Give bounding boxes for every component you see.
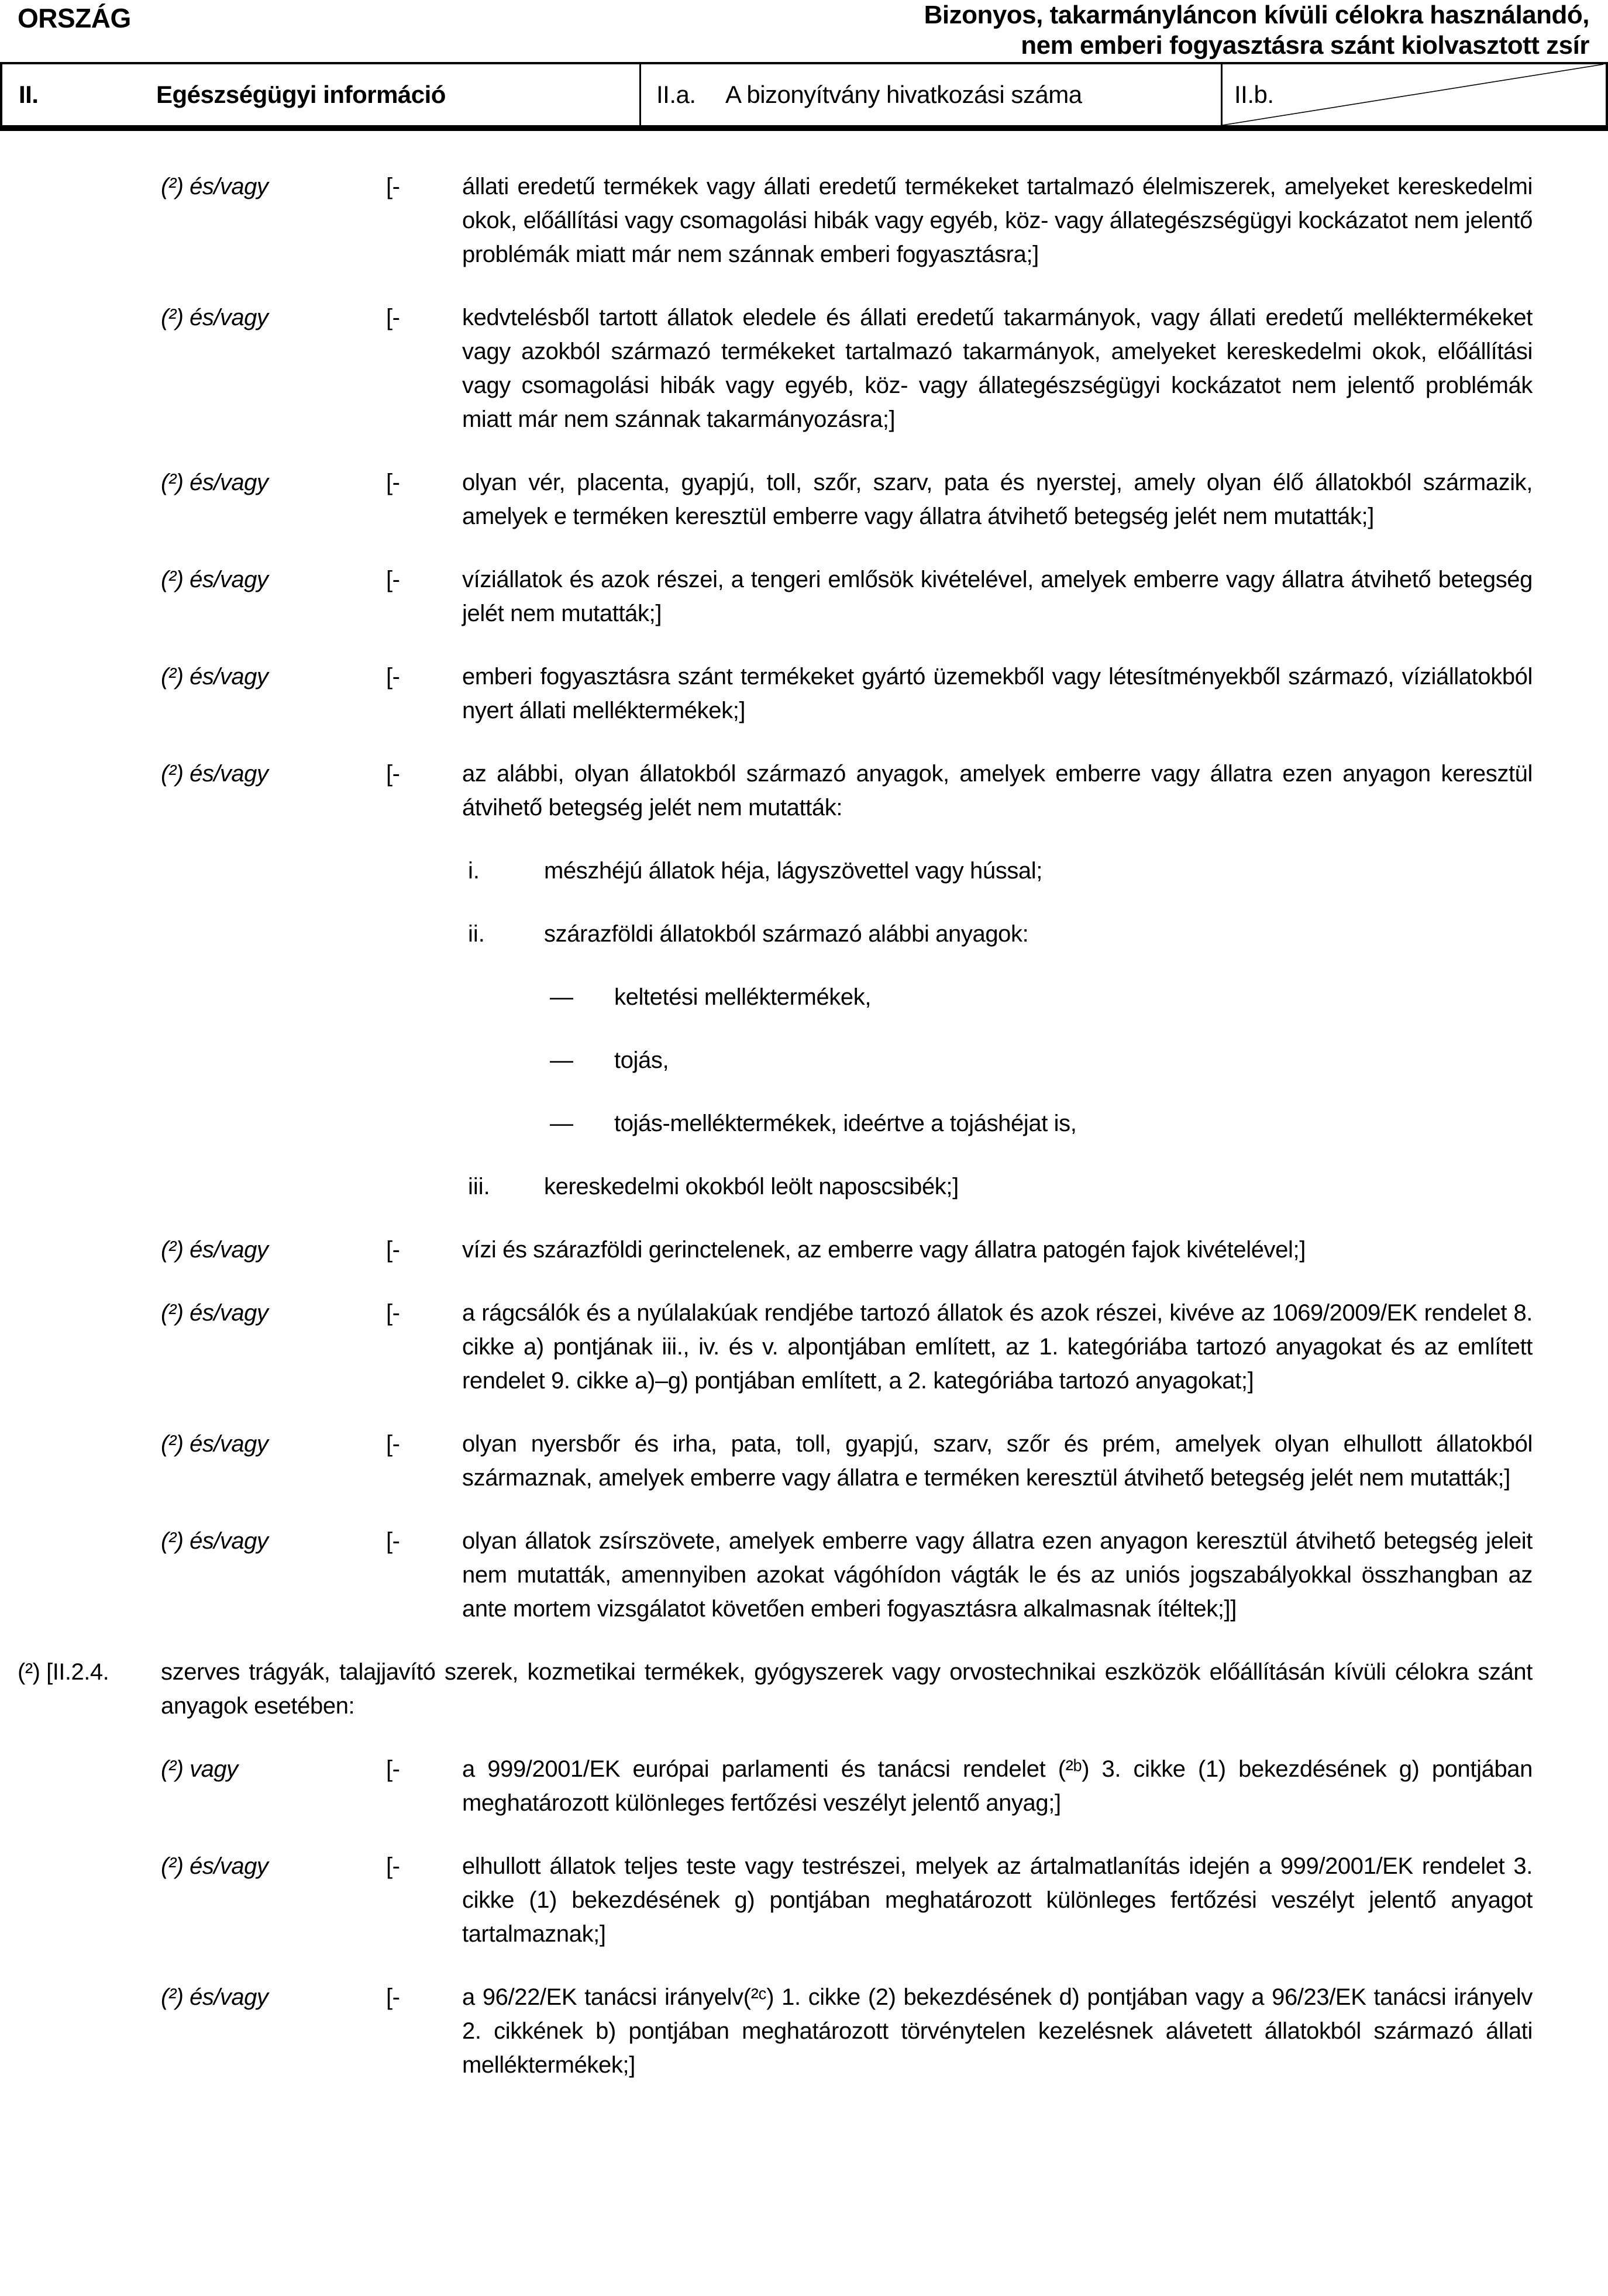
subitem-text: mészhéjú állatok héja, lágyszövettel vagy hússal; [544, 858, 1042, 884]
dash-item-row [0, 980, 1608, 1014]
part2-header-row [0, 62, 1608, 131]
clause-row [0, 301, 1608, 436]
open-bracket: [- [386, 1756, 400, 1782]
clause-text: emberi fogyasztásra szánt termékeket gyártó üzemekből vagy létesítményekből származó, víziállatokból nyert állati melléktermékek;] [462, 664, 1533, 723]
dash-item-text: tojás-melléktermékek, ideértve a tojáshéjat is, [614, 1111, 1077, 1136]
subitem-number: i. [468, 858, 480, 884]
clause-row [0, 1233, 1608, 1267]
clause-row [0, 1849, 1608, 1951]
open-bracket: [- [386, 1984, 400, 2010]
open-bracket: [- [386, 1853, 400, 1879]
subitem-number: ii. [468, 921, 485, 947]
open-bracket: [- [386, 664, 400, 690]
cell-iib [1221, 64, 1603, 125]
clause-marker: (²) és/vagy [161, 761, 268, 787]
subitem-text: szárazföldi állatokból származó alábbi anyagok: [544, 921, 1029, 947]
cell-certificate-reference [639, 64, 1221, 125]
clause-text: olyan vér, placenta, gyapjú, toll, szőr, szarv, pata és nyerstej, amely olyan élő állatokból származik, amelyek e terméken keresztül emberre vagy állatra átvihető betegség jelét nem mutatták;] [462, 470, 1533, 529]
clause-marker: (²) és/vagy [161, 664, 268, 690]
cell-health-information [2, 64, 639, 125]
open-bracket: [- [386, 1237, 400, 1263]
clause-text: vízi és szárazföldi gerinctelenek, az emberre vagy állatra patogén fajok kivételével;] [462, 1237, 1306, 1263]
open-bracket: [- [386, 174, 400, 199]
clause-row [0, 1752, 1608, 1820]
clause-text: állati eredetű termékek vagy állati eredetű termékeket tartalmazó élelmiszerek, amelyeket kereskedelmi okok, előállítási vagy csomagolási hibák vagy egyéb, köz- vagy állategészségügyi kockázatot nem jelentő problémák miatt már nem szánnak emberi fogyasztásra;] [462, 174, 1533, 267]
section-ii24-marker: (²) [II.2.4. [18, 1659, 109, 1685]
certificate-title-line2: nem emberi fogyasztásra szánt kiolvasztott zsír [1021, 31, 1589, 60]
section-title: A bizonyítvány hivatkozási száma [725, 81, 1082, 108]
open-bracket: [- [386, 761, 400, 787]
clause-row [0, 466, 1608, 533]
open-bracket: [- [386, 1528, 400, 1554]
section-ii24-text: szerves trágyák, talajjavító szerek, kozmetikai termékek, gyógyszerek vagy orvostechnikai eszközök előállításán kívüli célokra szánt anyagok esetében: [161, 1659, 1533, 1719]
dash-item-text: tojás, [614, 1047, 669, 1073]
clause-row [0, 1296, 1608, 1398]
clause-text: az alábbi, olyan állatokból származó anyagok, amelyek emberre vagy állatra ezen anyagon keresztül átvihető betegség jelét nem mutatták: [462, 761, 1533, 821]
dash-item-text: keltetési melléktermékek, [614, 984, 872, 1010]
clause-row [0, 1980, 1608, 2082]
clause-text: a 96/22/EK tanácsi irányelv(²ᶜ) 1. cikke (2) bekezdésének d) pontjában vagy a 96/23/EK tanácsi irányelv 2. cikkének b) pontjában meghatározott törvénytelen kezelésnek alávetett állatokból származó állati melléktermékek;] [462, 1984, 1533, 2078]
subitem-text: kereskedelmi okokból leölt naposcsibék;] [544, 1174, 959, 1199]
clause-row [0, 170, 1608, 271]
dash-bullet: — [550, 1111, 573, 1136]
clause-marker: (²) és/vagy [161, 567, 268, 592]
section-number: II.a. [656, 81, 696, 108]
certificate-title [924, 0, 1589, 61]
clause-marker: (²) és/vagy [161, 305, 268, 330]
certificate-title-line1: Bizonyos, takarmányláncon kívüli célokra használandó, [924, 1, 1589, 29]
subitem-row [0, 1170, 1608, 1204]
dash-bullet: — [550, 984, 573, 1010]
subitem-row [0, 854, 1608, 888]
clause-row [0, 660, 1608, 728]
clause-text: olyan nyersbőr és irha, pata, toll, gyapjú, szarv, szőr és prém, amelyek olyan elhullott állatokból származnak, amelyek emberre vagy állatra e terméken keresztül átvihető betegség jelét nem mutatták;] [462, 1431, 1533, 1491]
clause-marker: (²) és/vagy [161, 1528, 268, 1554]
open-bracket: [- [386, 1431, 400, 1457]
clause-marker: (²) és/vagy [161, 174, 268, 199]
clause-text: olyan állatok zsírszövete, amelyek emberre vagy állatra ezen anyagon keresztül átvihető betegség jeleit nem mutatták, amennyiben azokat vágóhídon vágták le és az uniós jogszabályokkal összhangban az ante mortem vizsgálatot követően emberi fogyasztásra alkalmasnak ítéltek;]] [462, 1528, 1533, 1622]
clause-marker: (²) és/vagy [161, 470, 268, 495]
open-bracket: [- [386, 470, 400, 495]
dash-item-row [0, 1106, 1608, 1140]
health-information-body [0, 131, 1608, 2082]
clause-text: kedvtelésből tartott állatok eledele és állati eredetű takarmányok, vagy állati eredetű melléktermékeket vagy azokból származó termékeket tartalmazó takarmányok, amelyeket kereskedelmi okok, előállítási vagy csomagolási hibák vagy egyéb, köz- vagy állategészségügyi kockázatot nem jelentő problémák miatt már nem szánnak takarmányozásra;] [462, 305, 1533, 432]
open-bracket: [- [386, 567, 400, 592]
clause-text: elhullott állatok teljes teste vagy testrészei, melyek az ártalmatlanítás idején a 999/2001/EK rendelet 3. cikke (1) bekezdésének g) pontjában meghatározott különleges fertőzési veszélyt jelentő anyagot tartalmaznak;] [462, 1853, 1533, 1947]
clause-text: víziállatok és azok részei, a tengeri emlősök kivételével, amelyek emberre vagy állatra átvihető betegség jelét nem mutatták;] [462, 567, 1533, 626]
diagonal-strike-line [1223, 64, 1603, 125]
clause-marker: (²) és/vagy [161, 1300, 268, 1326]
section-number: II.b. [1234, 81, 1274, 108]
country-label: ORSZÁG [18, 3, 131, 33]
open-bracket: [- [386, 1300, 400, 1326]
dash-item-row [0, 1043, 1608, 1077]
open-bracket: [- [386, 305, 400, 330]
clause-row [0, 563, 1608, 630]
section-title: Egészségügyi információ [156, 81, 446, 108]
clause-text: a 999/2001/EK európai parlamenti és tanácsi rendelet (²ᵇ) 3. cikke (1) bekezdésének g) pontjában meghatározott különleges fertőzési veszélyt jelentő anyag;] [462, 1756, 1533, 1816]
clause-marker: (²) vagy [161, 1756, 238, 1782]
clause-marker: (²) és/vagy [161, 1237, 268, 1263]
section-ii24-row [0, 1655, 1608, 1723]
subitem-row [0, 917, 1608, 951]
clause-row [0, 757, 1608, 825]
section-number: II. [19, 81, 39, 108]
clause-marker: (²) és/vagy [161, 1853, 268, 1879]
clause-row [0, 1524, 1608, 1626]
document-header [0, 0, 1608, 62]
clause-row [0, 1427, 1608, 1495]
clause-marker: (²) és/vagy [161, 1431, 268, 1457]
clause-text: a rágcsálók és a nyúlalakúak rendjébe tartozó állatok és azok részei, kivéve az 1069/2009/EK rendelet 8. cikke a) pontjának iii., iv. és v. alpontjában említett, az 1. kategóriába tartozó anyagokat és az említett rendelet 9. cikke a)–g) pontjában említett, a 2. kategóriába tartozó anyagokat;] [462, 1300, 1533, 1394]
subitem-number: iii. [468, 1174, 490, 1199]
clause-marker: (²) és/vagy [161, 1984, 268, 2010]
dash-bullet: — [550, 1047, 573, 1073]
